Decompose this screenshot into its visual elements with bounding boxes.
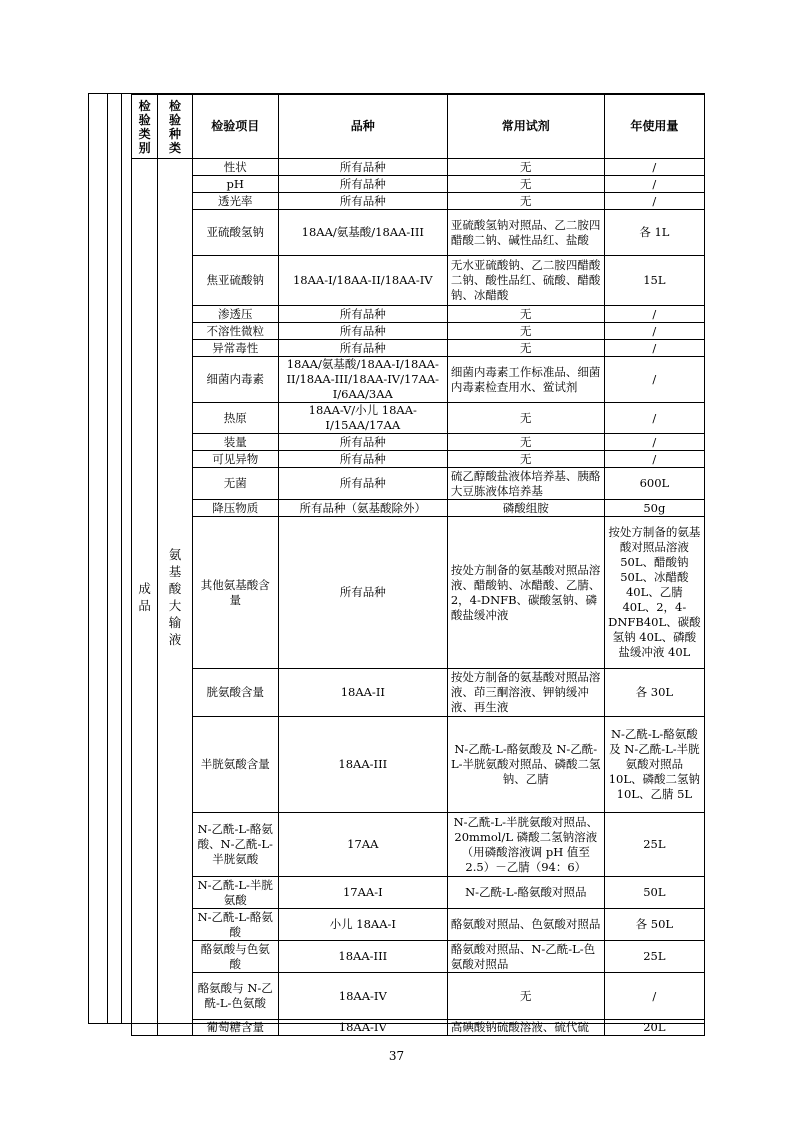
item-cell: 热原	[192, 403, 278, 434]
usage-cell: /	[604, 357, 704, 403]
inspection-table	[131, 94, 705, 1036]
variety-cell: 17AA	[278, 813, 447, 877]
usage-cell: N-乙酰-L-酪氨酸及 N-乙酰-L-半胱氨酸对照品 10L、磷酸二氢钠 10L、乙腈 5L	[604, 717, 704, 813]
item-cell: 细菌内毒素	[192, 357, 278, 403]
table-row	[132, 434, 705, 451]
item-cell: 酪氨酸与色氨酸	[192, 941, 278, 973]
table-row	[132, 941, 705, 973]
table-row	[132, 468, 705, 500]
table-row	[132, 323, 705, 340]
item-cell: 装量	[192, 434, 278, 451]
header-item: 检验项目	[192, 95, 278, 159]
table-row	[132, 717, 705, 813]
variety-cell: 18AA/氨基酸/18AA-I/18AA-II/18AA-III/18AA-IV/17AA-I/6AA/3AA	[278, 357, 447, 403]
usage-cell: 50L	[604, 877, 704, 909]
table-row	[132, 813, 705, 877]
reagent-cell: 无	[447, 306, 604, 323]
variety-cell: 所有品种	[278, 193, 447, 210]
variety-cell: 所有品种（氨基酸除外）	[278, 500, 447, 517]
item-cell: 葡萄糖含量	[192, 1020, 278, 1036]
item-cell: 酪氨酸与 N-乙酰-L-色氨酸	[192, 973, 278, 1020]
variety-cell: 18AA-I/18AA-II/18AA-IV	[278, 256, 447, 306]
header-category: 检验类别	[132, 95, 158, 159]
variety-cell: 18AA/氨基酸/18AA-III	[278, 210, 447, 256]
usage-cell: /	[604, 323, 704, 340]
header-reagent: 常用试剂	[447, 95, 604, 159]
header-variety: 品种	[278, 95, 447, 159]
table-row	[132, 973, 705, 1020]
item-cell: 无菌	[192, 468, 278, 500]
item-cell: N-乙酰-L-半胱氨酸	[192, 877, 278, 909]
item-cell: pH	[192, 176, 278, 193]
table-row	[132, 403, 705, 434]
item-cell: 半胱氨酸含量	[192, 717, 278, 813]
table-row	[132, 176, 705, 193]
usage-cell: 15L	[604, 256, 704, 306]
table-row	[132, 451, 705, 468]
variety-cell: 18AA-II	[278, 669, 447, 717]
table-row	[132, 669, 705, 717]
reagent-cell: 无	[447, 451, 604, 468]
table-row	[132, 210, 705, 256]
reagent-cell: 无	[447, 403, 604, 434]
reagent-cell: 细菌内毒素工作标准品、细菌内毒素检查用水、鲎试剂	[447, 357, 604, 403]
category-cell: 成品	[132, 159, 158, 1036]
item-cell: 胱氨酸含量	[192, 669, 278, 717]
reagent-cell: 高碘酸钠硫酸溶液、硫代硫	[447, 1020, 604, 1036]
usage-cell: 20L	[604, 1020, 704, 1036]
variety-cell: 所有品种	[278, 451, 447, 468]
usage-cell: 600L	[604, 468, 704, 500]
table-row	[132, 909, 705, 941]
usage-cell: /	[604, 306, 704, 323]
usage-cell: /	[604, 451, 704, 468]
variety-cell: 所有品种	[278, 468, 447, 500]
item-cell: 亚硫酸氢钠	[192, 210, 278, 256]
reagent-cell: 酪氨酸对照品、色氨酸对照品	[447, 909, 604, 941]
left-margin-rule	[107, 93, 108, 1024]
header-type: 检验种类	[158, 95, 192, 159]
usage-cell: 各 30L	[604, 669, 704, 717]
reagent-cell: 无水亚硫酸钠、乙二胺四醋酸二钠、酸性品红、硫酸、醋酸钠、冰醋酸	[447, 256, 604, 306]
type-cell: 氨基酸大输液	[158, 159, 192, 1036]
variety-cell: 所有品种	[278, 517, 447, 669]
table-row	[132, 256, 705, 306]
usage-cell: 按处方制备的氨基酸对照品溶液 50L、醋酸钠 50L、冰醋酸 40L、乙腈 40L、2，4-DNFB40L、碳酸氢钠 40L、磷酸盐缓冲液 40L	[604, 517, 704, 669]
left-margin-rule-2	[121, 93, 122, 1024]
reagent-cell: N-乙酰-L-半胱氨酸对照品、20mmol/L 磷酸二氢钠溶液（用磷酸溶液调 pH 值至 2.5）－乙腈（94：6）	[447, 813, 604, 877]
reagent-cell: 酪氨酸对照品、N-乙酰-L-色氨酸对照品	[447, 941, 604, 973]
reagent-cell: 磷酸组胺	[447, 500, 604, 517]
table-row	[132, 500, 705, 517]
item-cell: 其他氨基酸含量	[192, 517, 278, 669]
variety-cell: 小儿 18AA-I	[278, 909, 447, 941]
item-cell: 异常毒性	[192, 340, 278, 357]
usage-cell: 各 50L	[604, 909, 704, 941]
item-cell: N-乙酰-L-酪氨酸、N-乙酰-L-半胱氨酸	[192, 813, 278, 877]
variety-cell: 所有品种	[278, 176, 447, 193]
table-row	[132, 159, 705, 176]
item-cell: 透光率	[192, 193, 278, 210]
variety-cell: 17AA-I	[278, 877, 447, 909]
variety-cell: 18AA-IV	[278, 1020, 447, 1036]
header-usage: 年使用量	[604, 95, 704, 159]
usage-cell: 50g	[604, 500, 704, 517]
table-row	[132, 193, 705, 210]
variety-cell: 所有品种	[278, 159, 447, 176]
table-row	[132, 340, 705, 357]
item-cell: 降压物质	[192, 500, 278, 517]
variety-cell: 所有品种	[278, 323, 447, 340]
variety-cell: 18AA-V/小儿 18AA-I/15AA/17AA	[278, 403, 447, 434]
variety-cell: 18AA-III	[278, 717, 447, 813]
usage-cell: /	[604, 973, 704, 1020]
item-cell: 不溶性微粒	[192, 323, 278, 340]
table-row	[132, 1020, 705, 1036]
reagent-cell: 硫乙醇酸盐液体培养基、胰酪大豆胨液体培养基	[447, 468, 604, 500]
reagent-cell: 无	[447, 434, 604, 451]
table-row	[132, 306, 705, 323]
usage-cell: 各 1L	[604, 210, 704, 256]
usage-cell: /	[604, 340, 704, 357]
variety-cell: 所有品种	[278, 434, 447, 451]
reagent-cell: 无	[447, 193, 604, 210]
reagent-cell: 无	[447, 323, 604, 340]
page-number: 37	[388, 1049, 405, 1063]
table-row	[132, 877, 705, 909]
reagent-cell: 无	[447, 176, 604, 193]
usage-cell: /	[604, 159, 704, 176]
variety-cell: 所有品种	[278, 340, 447, 357]
usage-cell: /	[604, 434, 704, 451]
item-cell: 焦亚硫酸钠	[192, 256, 278, 306]
usage-cell: /	[604, 176, 704, 193]
variety-cell: 18AA-IV	[278, 973, 447, 1020]
reagent-cell: 无	[447, 973, 604, 1020]
reagent-cell: N-乙酰-L-酪氨酸及 N-乙酰-L-半胱氨酸对照品、磷酸二氢钠、乙腈	[447, 717, 604, 813]
reagent-cell: 亚硫酸氢钠对照品、乙二胺四醋酸二钠、碱性品红、盐酸	[447, 210, 604, 256]
header-row	[132, 95, 705, 159]
reagent-cell: 无	[447, 340, 604, 357]
variety-cell: 所有品种	[278, 306, 447, 323]
table-row	[132, 357, 705, 403]
item-cell: 渗透压	[192, 306, 278, 323]
usage-cell: 25L	[604, 941, 704, 973]
item-cell: N-乙酰-L-酪氨酸	[192, 909, 278, 941]
reagent-cell: 无	[447, 159, 604, 176]
reagent-cell: N-乙酰-L-酪氨酸对照品	[447, 877, 604, 909]
table-row	[132, 517, 705, 669]
reagent-cell: 按处方制备的氨基酸对照品溶液、茚三酮溶液、钾钠缓冲液、再生液	[447, 669, 604, 717]
item-cell: 可见异物	[192, 451, 278, 468]
variety-cell: 18AA-III	[278, 941, 447, 973]
usage-cell: 25L	[604, 813, 704, 877]
item-cell: 性状	[192, 159, 278, 176]
reagent-cell: 按处方制备的氨基酸对照品溶液、醋酸钠、冰醋酸、乙腈、2，4-DNFB、碳酸氢钠、磷酸盐缓冲液	[447, 517, 604, 669]
usage-cell: /	[604, 193, 704, 210]
usage-cell: /	[604, 403, 704, 434]
